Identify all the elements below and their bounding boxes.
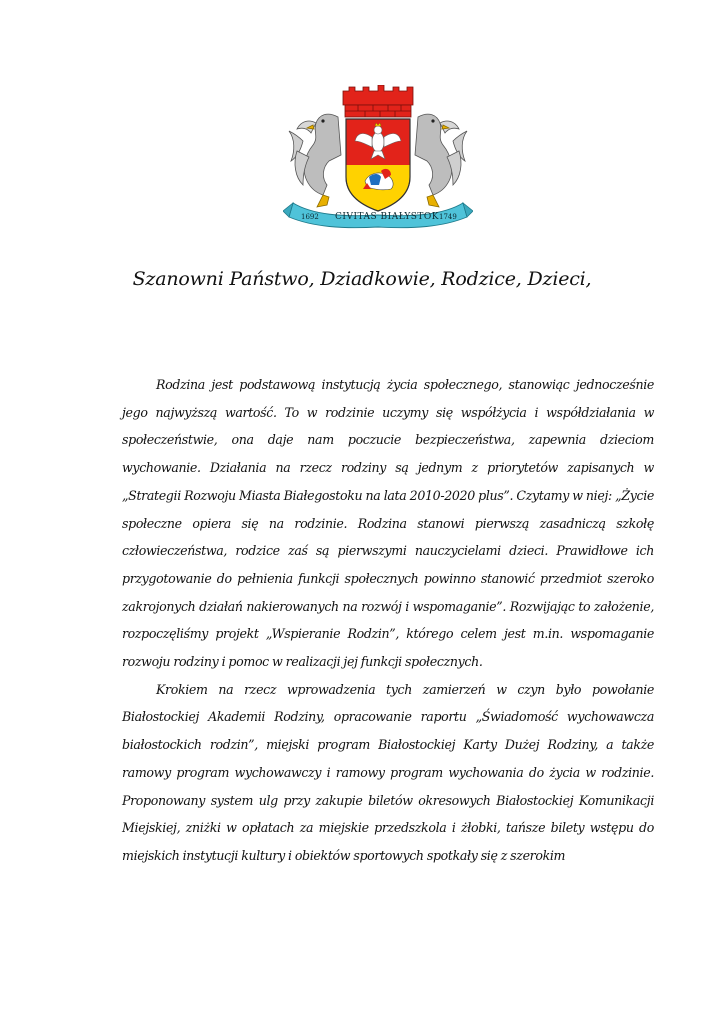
left-griffin-icon	[289, 114, 341, 207]
letter-salutation-heading: Szanowni Państwo, Dziadkowie, Rodzice, Dzieci,	[132, 268, 592, 290]
body-paragraph: Krokiem na rzecz wprowadzenia tych zamierzeń w czyn było powołanie Białostockiej Akademii Rodziny, opracowanie raportu „Świadomość wychowawcza białostockich rodzin”, miejski program Białostockiej Karty Dużej Rodziny, a także ramowy program wychowawczy i ramowy program wychowania do życia w rodzinie. Proponowany system ulg przy zakupie biletów okresowych Białostockiej Komunikacji Miejskiej, zniżki w opłatach za miejskie przedszkola i żłobki, tańsze bilety wstępu do miejskich instytucji kultury i obiektów sportowych spotkały się z szerokim	[122, 681, 654, 863]
coat-of-arms-icon	[283, 85, 473, 230]
crest-ribbon-text: CIVITAS BIAŁYSTOK	[335, 212, 440, 222]
letter-body	[122, 371, 654, 870]
crest-year-right: 1749	[439, 213, 457, 221]
body-paragraph: Rodzina jest podstawową instytucją życia społecznego, stanowiąc jednocześnie jego najwyższą wartość. To w rodzinie uczymy się współżycia i współdziałania w społeczeństwie, ona daje nam poczucie bezpieczeństwa, zapewnia dzieciom wychowanie. Działania na rzecz rodziny są jednym z priorytetów zapisanych w „Strategii Rozwoju Miasta Białegostoku na lata 2010-2020 plus”. Czytamy w niej: „Życie społeczne opiera się na rodzinie. Rodzina stanowi pierwszą zasadniczą szkołę człowieczeństwa, rodzice zaś są pierwszymi nauczycielami dzieci. Prawidłowe ich przygotowanie do pełnienia funkcji społecznych powinno stanowić przedmiot szeroko zakrojonych działań nakierowanych na rozwój i wspomaganie”. Rozwijając to założenie, rozpoczęliśmy projekt „Wspieranie Rodzin”, którego celem jest m.in. wspomaganie rozwoju rodziny i pomoc w realizacji jej funkcji społecznych.	[122, 377, 654, 670]
crest-year-left: 1692	[301, 213, 319, 221]
shield-icon	[346, 119, 410, 211]
mural-crown-icon	[343, 85, 413, 117]
right-griffin-icon	[415, 114, 467, 207]
